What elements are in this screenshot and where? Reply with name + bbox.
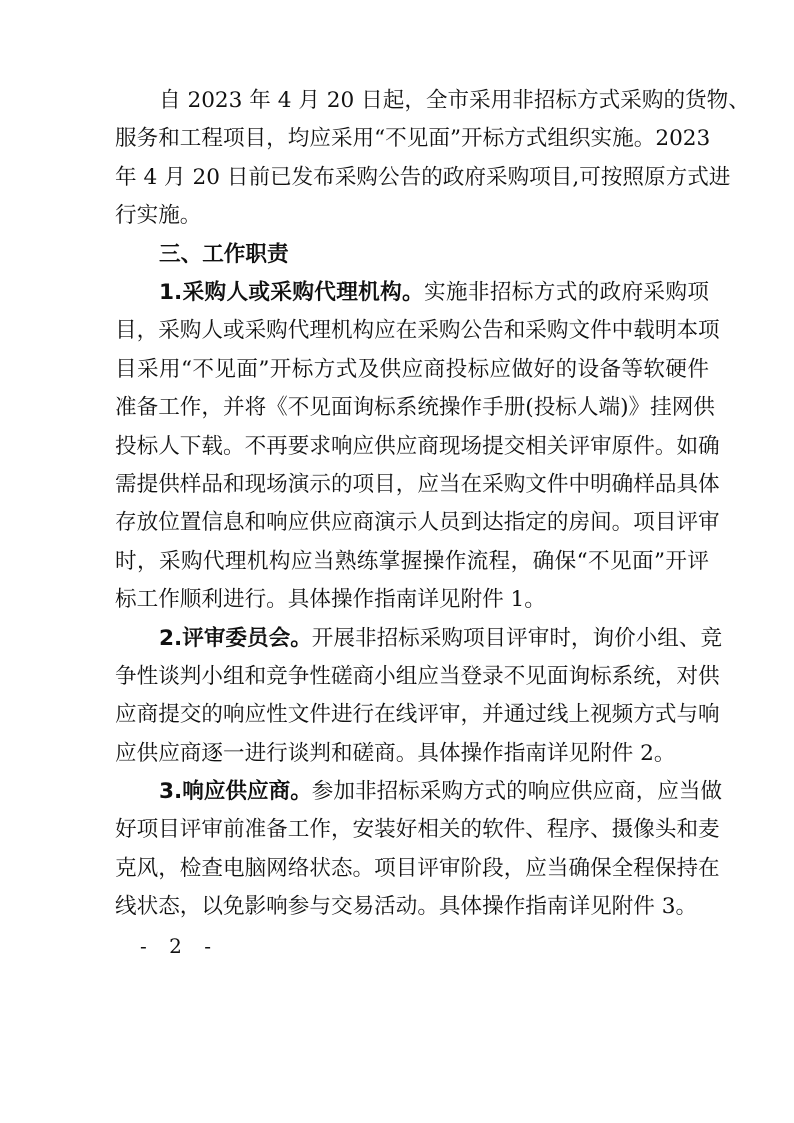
paragraph-2-line-5: 投标人下载。不再要求响应供应商现场提交相关评审原件。如确	[115, 434, 720, 459]
paragraph-4-line-4: 线状态，以免影响参与交易活动。具体操作指南详见附件 3。	[115, 894, 698, 919]
paragraph-4-lead: 3.响应供应商。	[159, 779, 312, 804]
paragraph-4-line-1-text: 参加非招标采购方式的响应供应商，应当做	[311, 779, 723, 804]
paragraph-4-line-1	[159, 775, 723, 809]
paragraph-3-line-2: 争性谈判小组和竞争性磋商小组应当登录不见面询标系统，对供	[115, 664, 720, 689]
paragraph-3-line-4: 应供应商逐一进行谈判和磋商。具体操作指南详见附件 2。	[115, 741, 676, 766]
paragraph-3-lead: 2.评审委员会。	[159, 626, 312, 651]
page-number: - 2 -	[140, 934, 219, 958]
paragraph-2-line-2: 目，采购人或采购代理机构应在采购公告和采购文件中载明本项	[115, 318, 720, 343]
paragraph-2-line-3: 目采用“不见面”开标方式及供应商投标应做好的设备等软硬件	[115, 357, 709, 382]
paragraph-2-line-1-text: 实施非招标方式的政府采购项	[424, 280, 709, 305]
paragraph-4-line-2: 好项目评审前准备工作，安装好相关的软件、程序、摄像头和麦	[115, 817, 720, 842]
paragraph-2-line-7: 存放位置信息和响应供应商演示人员到达指定的房间。项目评审	[115, 510, 720, 535]
paragraph-2-line-1	[159, 276, 709, 310]
paragraph-3-line-3: 应商提交的响应性文件进行在线评审，并通过线上视频方式与响	[115, 702, 720, 727]
paragraph-1-line-3: 年 4 月 20 日前已发布采购公告的政府采购项目,可按照原方式进	[115, 165, 731, 190]
paragraph-2-line-4: 准备工作，并将《不见面询标系统操作手册(投标人端)》挂网供	[115, 395, 715, 420]
paragraph-1-line-4: 行实施。	[115, 203, 202, 228]
section-heading: 三、工作职责	[159, 242, 289, 267]
paragraph-3-line-1	[159, 622, 723, 656]
paragraph-1-line-2: 服务和工程项目，均应采用“不见面”开标方式组织实施。2023	[115, 126, 711, 151]
paragraph-2-line-8: 时，采购代理机构应当熟练掌握操作流程，确保“不见面”开评	[115, 549, 709, 574]
paragraph-4-line-3: 克风，检查电脑网络状态。项目评审阶段，应当确保全程保持在	[115, 856, 720, 881]
paragraph-2-lead: 1.采购人或采购代理机构。	[159, 280, 425, 305]
paragraph-1-line-1: 自 2023 年 4 月 20 日起，全市采用非招标方式采购的货物、	[159, 88, 750, 113]
paragraph-2-line-9: 标工作顺利进行。具体操作指南详见附件 1。	[115, 587, 546, 612]
paragraph-2-line-6: 需提供样品和现场演示的项目，应当在采购文件中明确样品具体	[115, 472, 720, 497]
paragraph-3-line-1-text: 开展非招标采购项目评审时，询价小组、竞	[311, 626, 723, 651]
